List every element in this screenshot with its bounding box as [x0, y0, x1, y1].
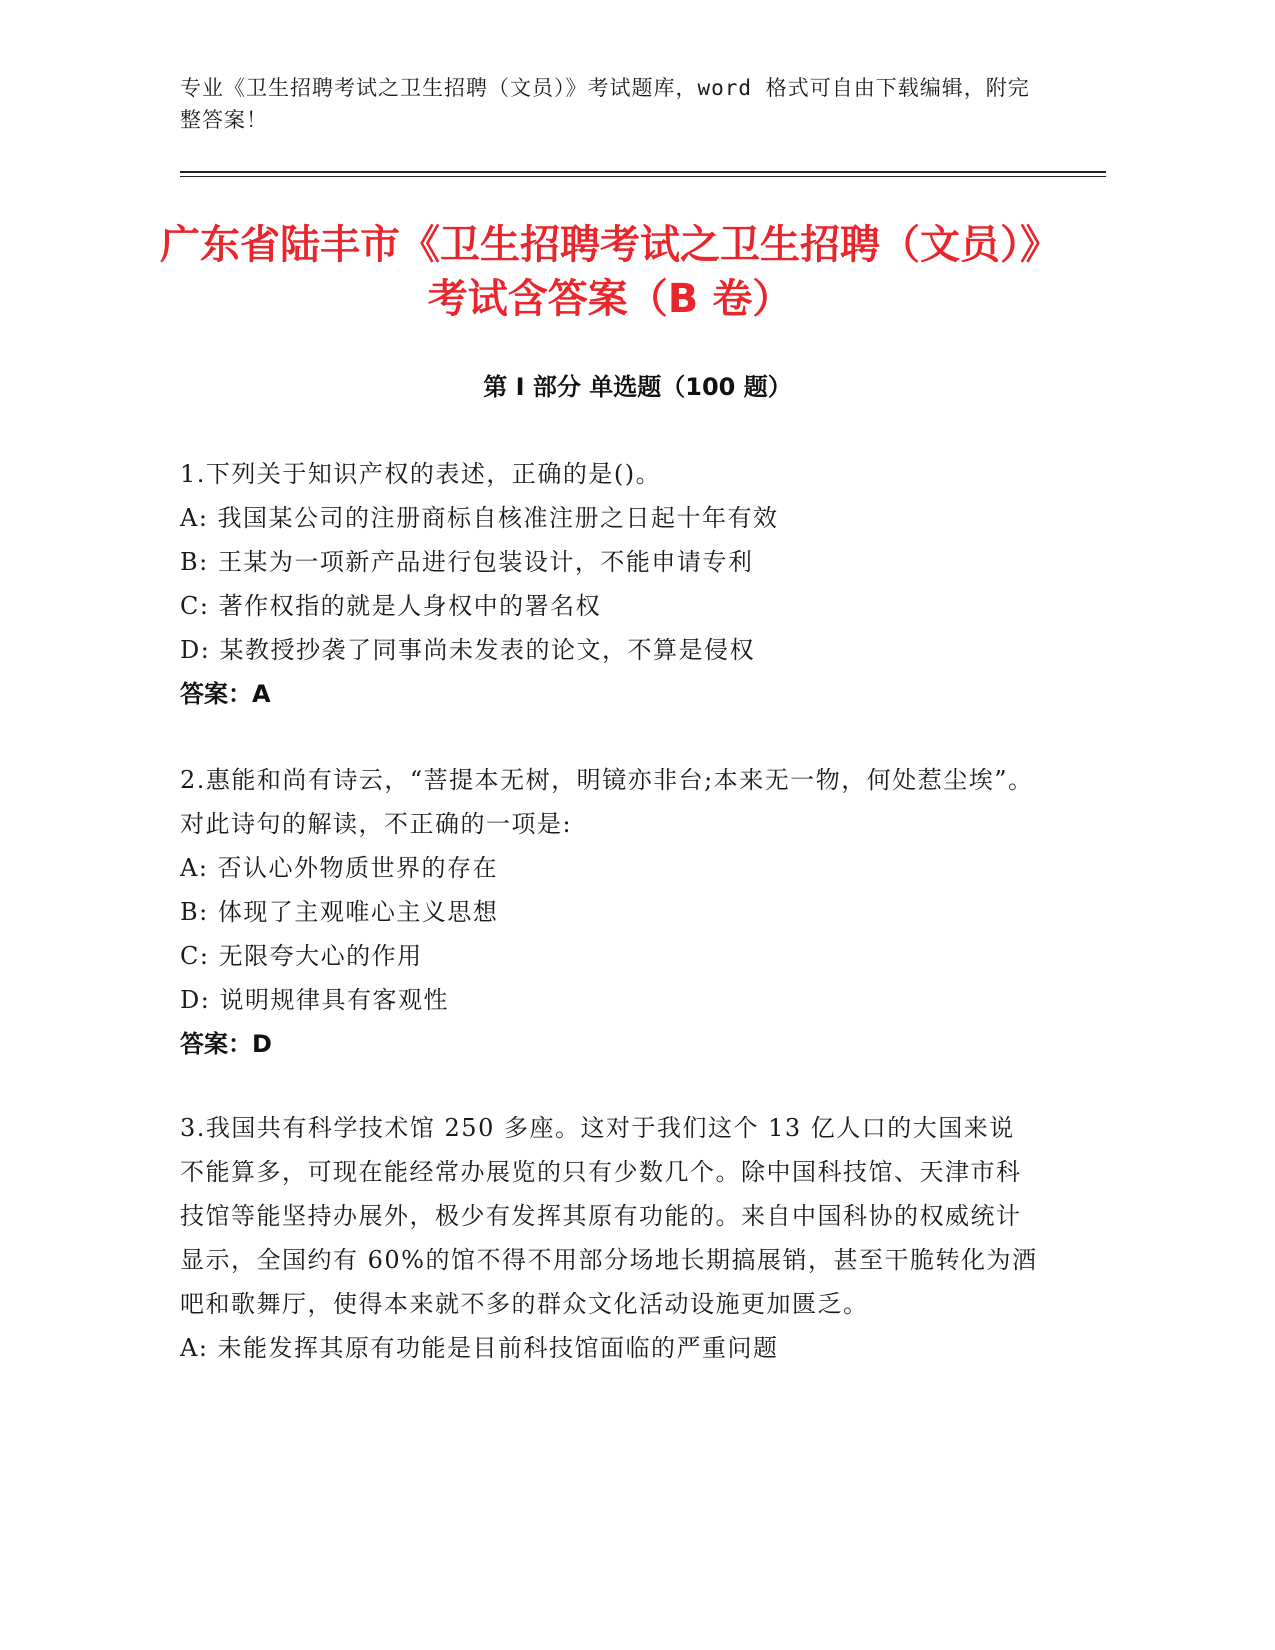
- option-a: A: 我国某公司的注册商标自核准注册之日起十年有效: [180, 504, 779, 532]
- question-3: [180, 1106, 1040, 1370]
- answer: 答案：D: [180, 1030, 272, 1058]
- question-stem: 3.我国共有科学技术馆 250 多座。这对于我们这个 13 亿人口的大国来说不能算多，可现在能经常办展览的只有少数几个。除中国科技馆、天津市科技馆等能坚持办展外，极少有发挥其原有功能的。来自中国科协的权威统计显示，全国约有 60%的馆不得不用部分场地长期搞展销，甚至干脆转化为酒吧和歌舞厅，使得本来就不多的群众文化活动设施更加匮乏。: [180, 1114, 1038, 1318]
- header-divider-thick: [180, 171, 1106, 173]
- option-d: D: 说明规律具有客观性: [180, 986, 449, 1014]
- option-c: C: 著作权指的就是人身权中的署名权: [180, 592, 602, 620]
- section-title: 第 I 部分 单选题（100 题）: [483, 373, 792, 401]
- question-stem: 2.惠能和尚有诗云，“菩提本无树，明镜亦非台;本来无一物，何处惹尘埃”。对此诗句的解读，不正确的一项是:: [180, 766, 1034, 838]
- answer: 答案：A: [180, 680, 271, 708]
- option-b: B: 王某为一项新产品进行包装设计，不能申请专利: [180, 548, 754, 576]
- option-b: B: 体现了主观唯心主义思想: [180, 898, 499, 926]
- header-note: 专业《卫生招聘考试之卫生招聘（文员）》考试题库，word 格式可自由下载编辑，附完整答案！: [180, 76, 1030, 132]
- header-divider-thin: [180, 176, 1106, 177]
- option-d: D: 某教授抄袭了同事尚未发表的论文，不算是侵权: [180, 636, 755, 664]
- option-c: C: 无限夸大心的作用: [180, 942, 423, 970]
- option-a: A: 未能发挥其原有功能是目前科技馆面临的严重问题: [180, 1334, 779, 1362]
- question-1: [180, 452, 1040, 716]
- question-stem: 1.下列关于知识产权的表述，正确的是()。: [180, 460, 662, 488]
- question-2: [180, 758, 1040, 1066]
- option-a: A: 否认心外物质世界的存在: [180, 854, 499, 882]
- document-title: 广东省陆丰市《卫生招聘考试之卫生招聘（文员）》考试含答案（B 卷）: [160, 222, 1060, 322]
